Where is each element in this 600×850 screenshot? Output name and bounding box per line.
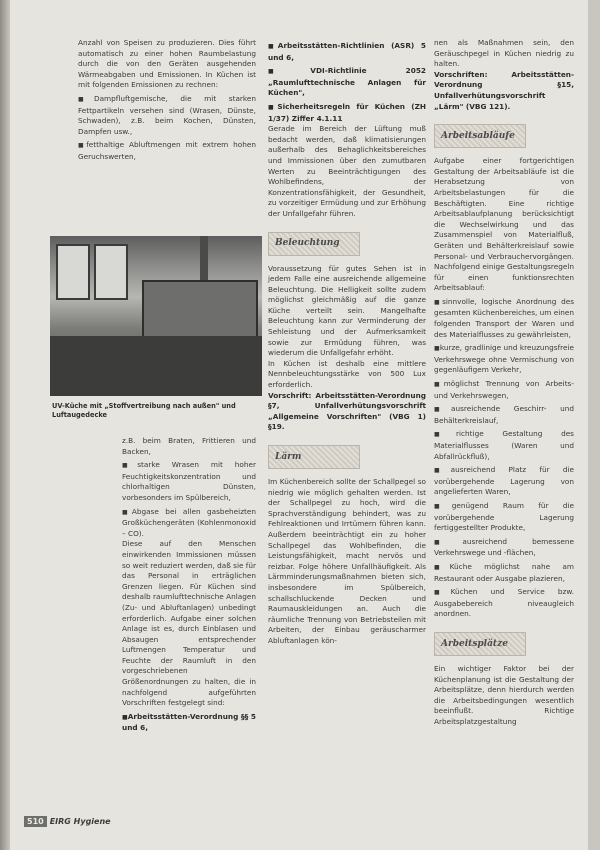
paragraph: z.B. beim Braten, Frittieren und Backen, <box>122 436 256 456</box>
section-heading: Beleuchtung <box>268 232 360 256</box>
paragraph: Im Küchenbereich sollte der Schallpegel so niedrig wie möglich gehalten werden. Ist der Schallpegel zu hoch, wird die Sprachverständigung behindert, was zu Fehlreaktionen und Irrtümern führen kann. Außerdem beeinträchtigt ein zu hoher Schallpegel das Wohlbefinden, die Leistungsfähigkeit, macht nervös und reizbar. Folge höhere Unfallhäufigkeit. Als Lärmminderungsmaßnahmen bieten sich, insbesondere im Spülbereich, schallschluckende Decken und Raumauskleidungen an. Auch die räumliche Trennung von Betriebsteilen mit Arbeiten, der Einbau geräuscharmer Abluftanlagen kön- <box>268 477 426 645</box>
bullet-item: ■ Küche möglichst nahe am Restaurant oder Ausgabe plazieren, <box>434 562 574 584</box>
bullet-item: ■ richtige Gestaltung des Materialflusses (Waren und Abfallrückfluß), <box>434 429 574 462</box>
publication-logo: EIRG Hygiene <box>49 817 111 826</box>
bullet-item: ■ kurze, gradlinige und kreuzungsfreie Verkehrswege ohne Vermischung von gegenläufigem Verkehr, <box>434 343 574 376</box>
page-footer <box>24 816 111 827</box>
paragraph: Vorschriften: Arbeitsstätten-Verordnung §15, Unfallverhütungsvorschrift „Lärm" (VBG 121). <box>434 69 574 111</box>
bullet-item: ■ Sicherheitsregeln für Küchen (ZH 1/37) Ziffer 4.1.11 <box>268 102 426 124</box>
section-heading: Arbeitsabläufe <box>434 124 526 148</box>
page-gutter-shadow <box>0 0 10 850</box>
bullet-item: ■ möglichst Trennung von Arbeits- und Verkehrswegen, <box>434 379 574 401</box>
bullet-item: ■ fetthaltige Abluftmengen mit extrem hohen Geruchswerten, <box>78 140 256 162</box>
kitchen-photo <box>50 236 262 396</box>
paragraph: Voraussetzung für gutes Sehen ist in jedem Falle eine ausreichende allgemeine Beleuchtung. Die Helligkeit sollte zudem möglichst gleichmäßig auf die ganze Küche verteilt sein. Mangelhafte Beleuchtung kann zur Verminderung der Sehleistung und der Aufmerksamkeit sowie zur Ermüdung führen, was wiederum die Unfallgefahr erhöht. <box>268 263 426 358</box>
bullet-item: ■ starke Wrasen mit hoher Feuchtigkeitskonzentration und chlorhaltigen Dünsten, vorbesonders im Spülbereich, <box>122 460 256 503</box>
paragraph: Anzahl von Speisen zu produzieren. Dies führt automatisch zu einer hohen Raumbelastung durch die von den Geräten ausgehenden Wärmeabgaben und Emissionen. In Küchen ist mit folgenden Emissionen zu rechnen: <box>78 38 256 90</box>
column-3 <box>434 38 574 727</box>
photo-window <box>56 244 90 300</box>
paragraph: Diese auf den Menschen einwirkenden Immissionen müssen so weit reduziert werden, daß sie für das Personal in erträglichen Grenzen liegen. Für Küchen sind deshalb raumlufttechnische Anlagen (Zu- und Abluftanlagen) unbedingt erforderlich. Aufgabe einer solchen Anlage ist es, durch Einblasen und Absaugen entsprechender Luftmengen Temperatur und Feuchte der Raumluft in den vorgeschriebenen Größenordnungen zu halten, die in nachfolgend aufgeführten Vorschriften festgelegt sind: <box>122 539 256 708</box>
bullet-item: ■ sinnvolle, logische Anordnung des gesamten Küchenbereiches, um einen folgenden Transport der Waren und des Materialflusses zu gewährleisten, <box>434 297 574 340</box>
column-1-top <box>78 38 256 163</box>
photo-extraction-hood <box>142 280 258 338</box>
page-number: 510 <box>24 816 47 827</box>
photo-exhaust-pipe <box>200 236 208 282</box>
paragraph: Vorschrift: Arbeitsstätten-Verordnung §7, Unfallverhütungsvorschrift „Allgemeine Vorschriften" (VBG 1) §19. <box>268 390 426 432</box>
photo-kitchen-equipment <box>50 336 262 396</box>
bullet-item: ■ ausreichend bemessene Verkehrswege und -flächen, <box>434 537 574 559</box>
bullet-item: ■ Arbeitsstätten-Verordnung §§ 5 und 6, <box>122 712 256 734</box>
section-heading: Arbeitsplätze <box>434 632 526 656</box>
bullet-item: ■ ausreichende Geschirr- und Behälterkreislauf, <box>434 404 574 426</box>
column-1-bottom <box>122 436 256 734</box>
paragraph: Ein wichtiger Faktor bei der Küchenplanung ist die Gestaltung der Arbeitsplätze, denn hierdurch werden die Arbeitsbedingungen wesentlich beeinflußt. Richtige Arbeitsplatzgestaltung <box>434 663 574 726</box>
section-heading: Lärm <box>268 445 360 469</box>
bullet-item: ■ genügend Raum für die vorübergehende Lagerung fertiggestellter Produkte, <box>434 501 574 534</box>
paragraph: In Küchen ist deshalb eine mittlere Nennbeleuchtungsstärke von 500 Lux erforderlich. <box>268 358 426 390</box>
photo-caption: UV-Küche mit „Stoffvertreibung nach außen" und Luftaugedecke <box>52 402 236 419</box>
document-page <box>10 0 588 850</box>
column-2 <box>268 38 426 647</box>
bullet-item: ■ ausreichend Platz für die vorübergehende Lagerung von angelieferten Waren, <box>434 465 574 498</box>
bullet-item: ■ Küchen und Service bzw. Ausgabebereich niveaugleich anordnen. <box>434 587 574 620</box>
bullet-item: ■ Abgase bei allen gasbeheizten Großküchengeräten (Kohlenmonoxid – CO). <box>122 507 256 540</box>
paragraph: Aufgabe einer fortgerichtigen Gestaltung der Arbeitsabläufe ist die Herabsetzung von Arbeitsbelastungen für die Beschäftigten. Eine richtige Arbeitsablaufplanung berücksichtigt die Wechselwirkung und das Zusammenspiel von Materialfluß, Geräten und Behälterkreislauf sowie Personal- und Verbrauchervorgängen. Nachfolgend einige Gestaltungsregeln für einen funktionsrechten Arbeitsablauf: <box>434 156 574 293</box>
bullet-item: ■ VDI-Richtlinie 2052 „Raumlufttechnische Anlagen für Küchen", <box>268 66 426 99</box>
photo-window <box>94 244 128 300</box>
bullet-item: ■ Dampfluftgemische, die mit starken Fettpartikeln versehen sind (Wrasen, Dünste, Schwaden), z.B. beim Kochen, Dünsten, Dampfen usw., <box>78 94 256 137</box>
bullet-item: ■ Arbeitsstätten-Richtlinien (ASR) 5 und 6, <box>268 41 426 63</box>
paragraph: Gerade im Bereich der Lüftung muß bedacht werden, daß klimatisierungen außerhalb des Behaglichkeitsbereiches und Immissionen über den zumutbaren Werten zu Beeinträchtigungen des Wohlbefindens, der Konzentrationsfähigkeit, der Gesundheit, zu vorzeitiger Ermüdung und zur Erhöhung der Unfallgefahr führen. <box>268 124 426 218</box>
paragraph: nen als Maßnahmen sein, den Geräuschpegel in Küchen niedrig zu halten. <box>434 38 574 69</box>
